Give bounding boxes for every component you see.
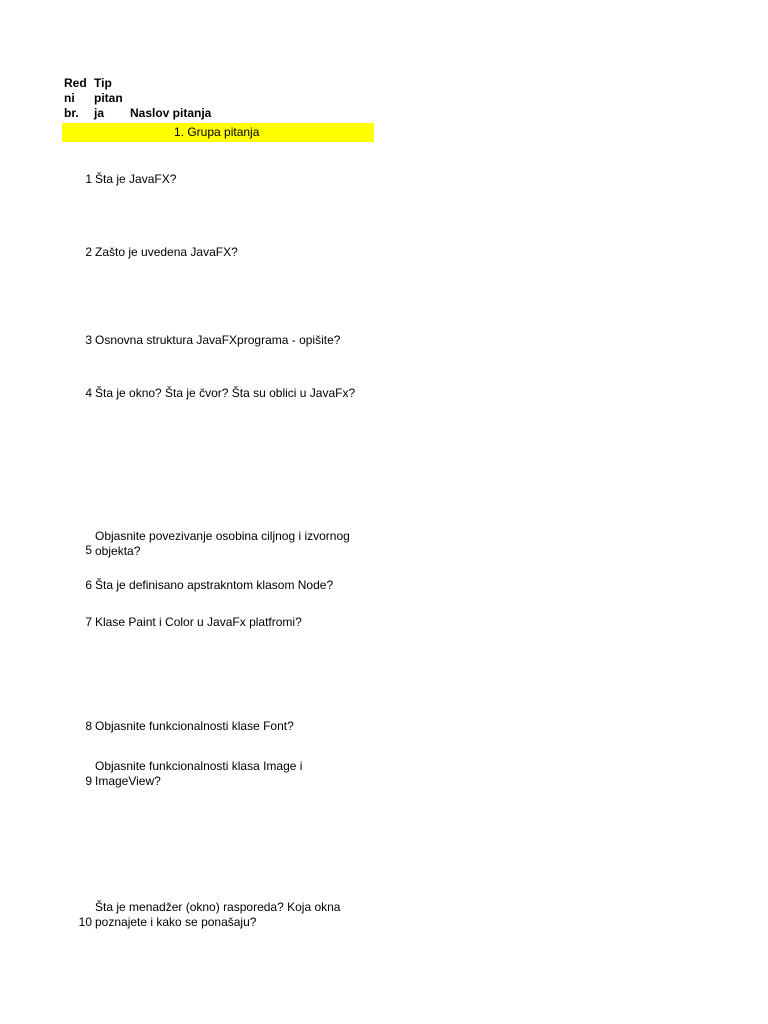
question-number: 7	[85, 615, 92, 629]
group-header-row	[62, 123, 374, 142]
question-text: Osnovna struktura JavaFXprograma - opišite?	[95, 333, 341, 347]
question-number: 8	[85, 719, 92, 733]
question-text: Objasnite povezivanje osobina ciljnog i izvornog objekta?	[95, 529, 350, 558]
question-text: Objasnite funkcionalnosti klasa Image i ImageView?	[95, 759, 303, 788]
question-number: 4	[85, 386, 92, 400]
group-label: 1. Grupa pitanja	[174, 125, 260, 139]
question-number: 10	[78, 915, 92, 929]
question-text: Klase Paint i Color u JavaFx platfromi?	[95, 615, 302, 629]
question-number: 1	[85, 172, 92, 186]
question-number: 9	[85, 774, 92, 788]
question-number: 5	[85, 543, 92, 557]
question-text: Šta je JavaFX?	[95, 172, 177, 186]
header-tip-pitanja: Tip pitan ja	[94, 76, 123, 120]
header-naslov-pitanja: Naslov pitanja	[130, 106, 212, 120]
question-text: Šta je definisano apstrakntom klasom Node?	[95, 578, 334, 592]
question-number: 6	[85, 578, 92, 592]
question-text: Objasnite funkcionalnosti klase Font?	[95, 719, 294, 733]
question-text: Zašto je uvedena JavaFX?	[95, 245, 238, 259]
question-text: Šta je menadžer (okno) rasporeda? Koja okna poznajete i kako se ponašaju?	[95, 900, 341, 929]
question-text: Šta je okno? Šta je čvor? Šta su oblici u JavaFx?	[95, 386, 356, 400]
question-number: 2	[85, 245, 92, 259]
question-number: 3	[85, 333, 92, 347]
header-redni-br: Red ni br.	[64, 76, 87, 120]
